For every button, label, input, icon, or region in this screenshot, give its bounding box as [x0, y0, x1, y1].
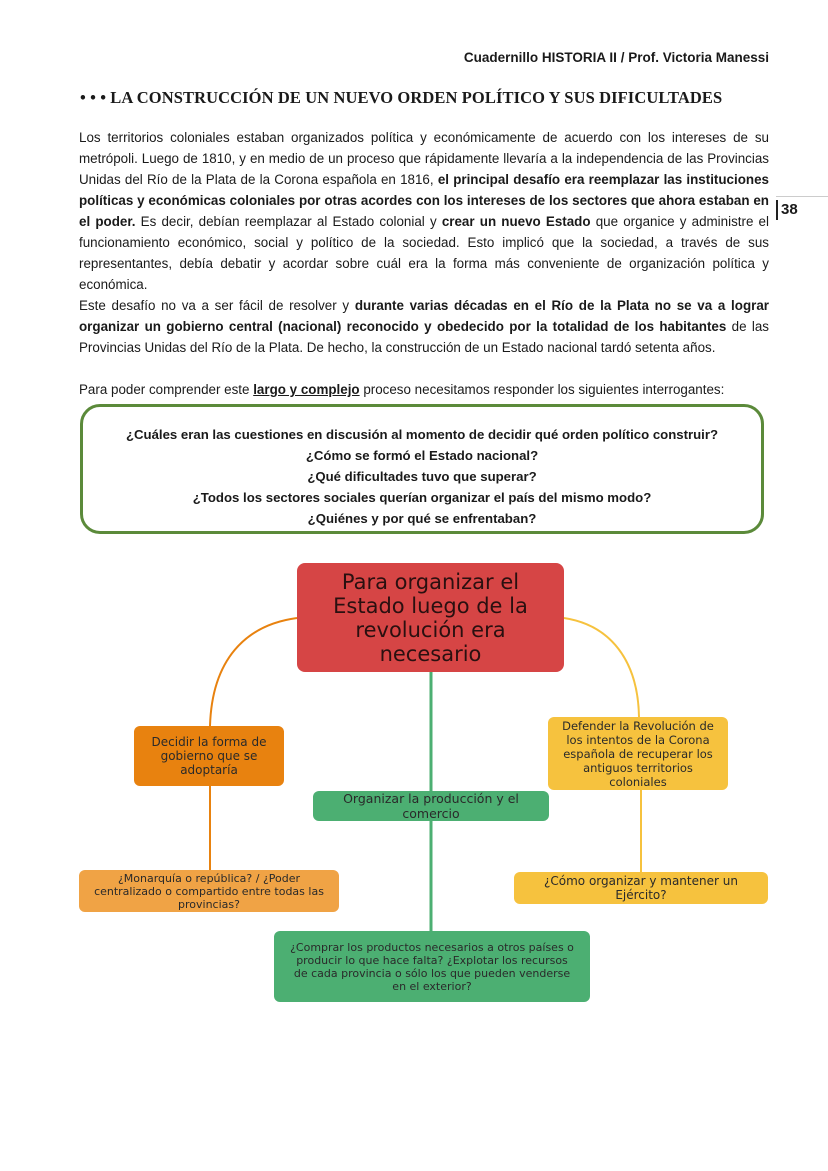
paragraph-2: Este desafío no va a ser fácil de resolver y durante varias décadas en el Río de la Plata no se va a lograr organizar un gobierno central (nacional) reconocido y obedecido por la totalidad de los habitantes de las Provincias Unidas del Río de la Plata. De hecho, la construcción de un Estado nacional tardó setenta años.: [79, 298, 769, 355]
question-4: ¿Todos los sectores sociales querían organizar el país del mismo modo?: [192, 490, 652, 505]
connector-root-left: [210, 618, 297, 726]
question-1: ¿Cuáles eran las cuestiones en discusión al momento de decidir qué orden político construir?: [125, 427, 719, 442]
page-number: 38: [776, 200, 798, 220]
paragraph-1: Los territorios coloniales estaban organizados política y económicamente de acuerdo con los intereses de su metrópoli. Luego de 1810, y en medio de un proceso que rápidamente llevaría a la independencia de las Provincias Unidas del Río de la Plata de la Corona española en 1816, el principal desafío era reemplazar las instituciones políticas y económicas coloniales por otras acordes con los intereses de los sectores que ahora estaban en el poder. Es decir, debían reemplazar al Estado colonial y crear un nuevo Estado que organice y administre el funcionamiento económico, social y político de la sociedad. Esto implicó que la sociedad, a través de sus representantes, debía debatir y acordar sobre cuál era la forma más conveniente de organización política y económica.: [79, 130, 769, 292]
mindmap-node-government-question: ¿Monarquía o república? / ¿Poder centralizado o compartido entre todas las provincias?: [79, 870, 339, 912]
connector-root-right: [564, 618, 639, 717]
mindmap-node-production-question: ¿Comprar los productos necesarios a otros países o producir lo que hace falta? ¿Explotar los recursos de cada provincia o sólo los que pueden venderse en el exterior?: [274, 931, 590, 1002]
mindmap-node-army-question: ¿Cómo organizar y mantener un Ejército?: [514, 872, 768, 904]
mindmap-root-node: Para organizar el Estado luego de la revolución era necesario: [297, 563, 564, 672]
mindmap-node-defend-revolution: Defender la Revolución de los intentos de la Corona española de recuperar los antiguos territorios coloniales: [548, 717, 728, 790]
document-header: Cuadernillo HISTORIA II / Prof. Victoria Manessi: [463, 50, 769, 65]
mindmap-node-government-form: Decidir la forma de gobierno que se adoptaría: [134, 726, 284, 786]
section-title: • • • LA CONSTRUCCIÓN DE UN NUEVO ORDEN POLÍTICO Y SUS DIFICULTADES: [80, 88, 723, 107]
question-2: ¿Cómo se formó el Estado nacional?: [305, 448, 539, 463]
mindmap-node-production: Organizar la producción y el comercio: [313, 791, 549, 821]
question-3: ¿Qué dificultades tuvo que superar?: [307, 469, 537, 484]
paragraph-3: Para poder comprender este largo y complejo proceso necesitamos responder los siguientes interrogantes:: [79, 382, 725, 397]
question-5: ¿Quiénes y por qué se enfrentaban?: [307, 511, 537, 526]
